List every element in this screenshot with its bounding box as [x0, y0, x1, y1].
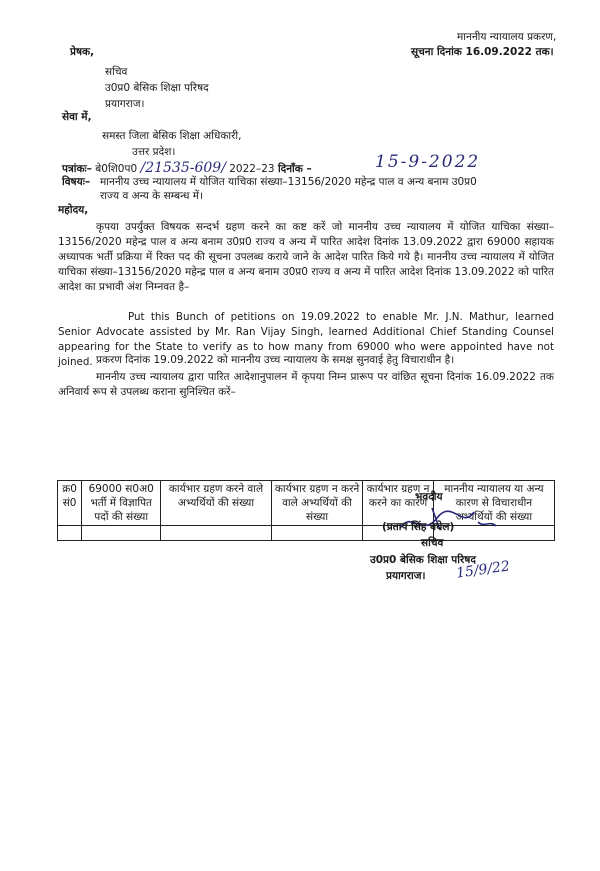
salutation: महोदय, [58, 204, 89, 216]
subject-label: विषयः– [62, 176, 91, 188]
reference-date-handwritten: 15-9-2022 [375, 152, 481, 172]
recipient-line1: समस्त जिला बेसिक शिक्षा अधिकारी, [102, 130, 242, 142]
signatory-office: उ0प्र0 बेसिक शिक्षा परिषद [370, 554, 476, 566]
body-paragraph-3: प्रकरण दिनांक 19.09.2022 को माननीय उच्च न्यायालय के समक्ष सुनवाई हेतु विचाराधीन है। [96, 354, 455, 366]
reference-number-handwritten: /21535-609/ [140, 160, 226, 176]
table-cell [271, 526, 363, 541]
reference-year: 2022–23 [229, 163, 275, 175]
recipient-line2: उत्तर प्रदेश। [132, 146, 176, 158]
recipient-label: सेवा में, [62, 111, 92, 123]
body-paragraph-1: कृपया उपर्युक्त विषयक सन्दर्भ ग्रहण करने का कष्ट करें जो माननीय उच्च न्यायालय में योजित याचिका संख्या–13156/2020 महेन्द्र पाल व अन्य बनाम उ0प्र0 राज्य व अन्य में पारित आदेश दिनांक 13.09.2022 द्वारा 69000 सहायक अध्यापक भर्ती प्रक्रिया में रिक्त पद की सूचना उपलब्ध कराये जाने के आदेश पारित किये गये है। माननीय उच्च न्यायालय में योजित याचिका संख्या–13156/2020 महेन्द्र पाल व अन्य बनाम उ0प्र0 राज्य व अन्य में पारित आदेश दिनांक 13.09.2022 को पारित आदेश का प्रभावी अंश निम्नवत है– [58, 221, 554, 293]
signatory-city: प्रयागराज। [386, 570, 426, 582]
body-paragraph-4: माननीय उच्च न्यायालय द्वारा पारित आदेशानुपालन में कृपया निम्न प्रारूप पर वांछित सूचना दिनांक 16.09.2022 तक अनिवार्य रूप से उपलब्ध कराना सुनिश्चित करें– [58, 371, 554, 398]
sender-city: प्रयागराज। [105, 98, 145, 110]
table-header-serial: क्र0 सं0 [58, 481, 82, 526]
sender-office: उ0प्र0 बेसिक शिक्षा परिषद [105, 82, 209, 94]
signatory-designation: सचिव [421, 537, 444, 549]
table-header-joined: कार्यभार ग्रहण करने वाले अभ्यर्थियों की संख्या [161, 481, 272, 526]
table-header-reason: कार्यभार ग्रहण न करने का कारण [363, 481, 434, 526]
sender-designation: सचिव [105, 66, 128, 78]
table-cell [58, 526, 82, 541]
closing-text: भवदीय [415, 491, 443, 503]
sender-label: प्रेषक, [70, 46, 95, 58]
reference-prefix: बे0शि0प0 [95, 163, 138, 175]
reference-date-label: दिनाँक – [277, 163, 312, 175]
reference-label: पत्रांकः– [62, 163, 92, 175]
reference-line [62, 160, 312, 176]
case-label-line1: माननीय न्यायालय प्रकरण, [457, 31, 557, 43]
subject-line2: राज्य व अन्य के सम्बन्ध में। [100, 190, 204, 202]
table-header-not-joined: कार्यभार ग्रहण न करने वाले अभ्यर्थियों की संख्या [271, 481, 363, 526]
table-header-advertised-posts: 69000 स0अ0 भर्ती में विज्ञापित पदों की संख्या [82, 481, 161, 526]
case-label-line2: सूचना दिनांक 16.09.2022 तक। [411, 46, 554, 58]
signatory-name: (प्रताप सिंह बघेल) [382, 521, 455, 533]
subject-line1: माननीय उच्च न्यायालय में योजित याचिका संख्या–13156/2020 महेन्द्र पाल व अन्य बनाम उ0प्र0 [100, 176, 477, 188]
body-paragraph-2: Put this Bunch of petitions on 19.09.2022 to enable Mr. J.N. Mathur, learned Senior Advocate assisted by Mr. Ran Vijay Singh, learned Additional Chief Standing Counsel appearing for the State to verify as to how many from 69000 who were appointed have not joined. [58, 311, 554, 368]
table-cell [161, 526, 272, 541]
signatory-handwritten-date: 15/9/22 [455, 558, 511, 582]
table-cell [82, 526, 161, 541]
table-header-pending: माननीय न्यायालय या अन्य कारण से विचाराधीन अभ्यर्थियों की संख्या [433, 481, 554, 526]
